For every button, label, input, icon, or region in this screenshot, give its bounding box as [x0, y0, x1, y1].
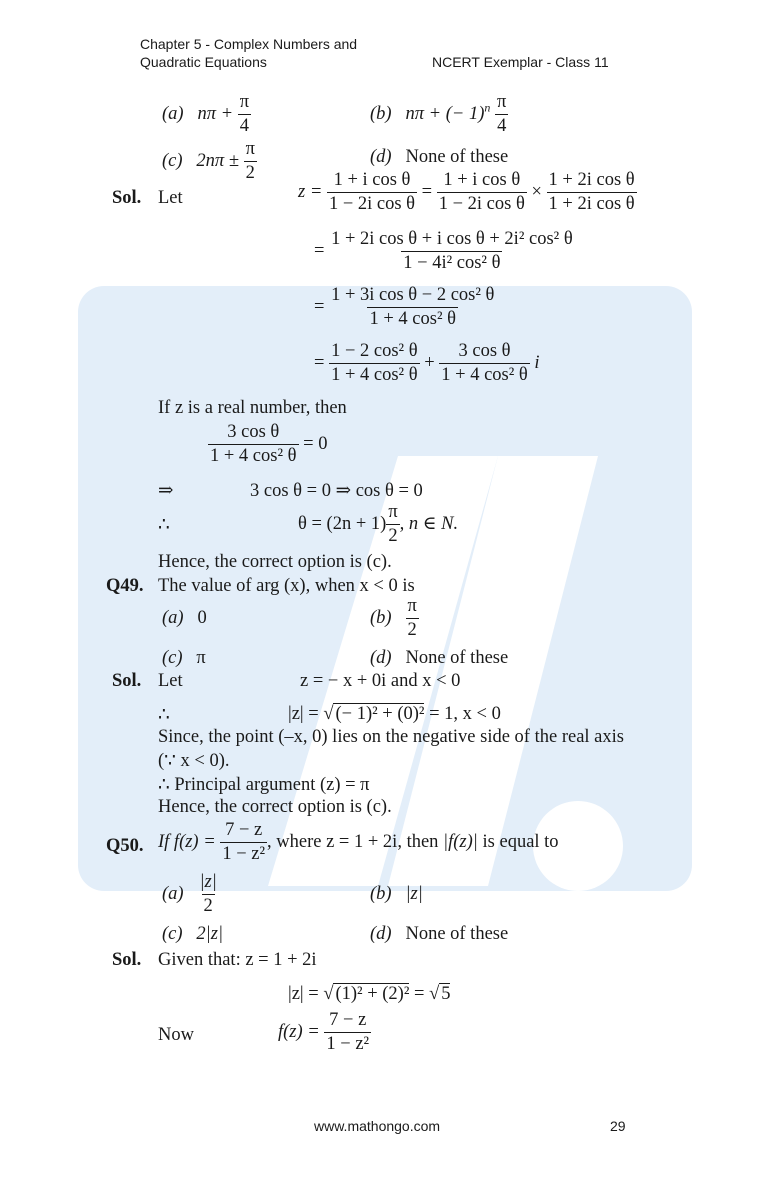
- equals: =: [421, 181, 433, 202]
- option-label: (c): [162, 648, 183, 668]
- times: ×: [531, 181, 542, 202]
- q48-option-d: [370, 147, 508, 168]
- q48-option-a: [162, 92, 251, 137]
- option-label: (a): [162, 103, 184, 124]
- option-text: nπ + (− 1): [405, 103, 485, 124]
- sol-step1: [298, 170, 637, 215]
- frac-den: 1 + 4 cos² θ: [331, 365, 418, 385]
- option-label: (b): [370, 607, 392, 628]
- q49-question: The value of arg (x), when x < 0 is: [158, 576, 415, 596]
- z-eq: z =: [298, 181, 323, 202]
- option-sup: n: [484, 100, 491, 115]
- option-label: (c): [162, 150, 183, 171]
- real-condition: [208, 422, 327, 467]
- implies-text: 3 cos θ = 0 ⇒ cos θ = 0: [250, 481, 423, 501]
- sqrt-arg: 5: [441, 984, 451, 1004]
- sqrt-arg: (1)² + (2)²: [335, 984, 410, 1004]
- q49-option-a: [162, 608, 207, 629]
- option-label: (d): [370, 648, 392, 668]
- mod-tail: = 1, x < 0: [429, 704, 501, 724]
- frac-den: 4: [239, 116, 250, 136]
- implies-symbol: ⇒: [158, 481, 174, 501]
- sol-label: Sol.: [112, 950, 142, 970]
- equals: =: [314, 296, 325, 317]
- q-tail: is equal to: [482, 831, 559, 852]
- frac-num: π: [245, 139, 255, 159]
- sqrt-arg: (− 1)² + (0)²: [335, 704, 425, 724]
- frac-num: 1 + 2i cos θ: [548, 170, 635, 190]
- frac-num: π: [388, 502, 398, 522]
- frac-den: 2: [407, 620, 417, 640]
- sol-label: Sol.: [112, 671, 142, 691]
- frac-den: 1 − 4i² cos² θ: [403, 253, 501, 273]
- frac-den: 1 − 2i cos θ: [328, 194, 416, 214]
- frac-num: π: [497, 92, 507, 112]
- q50-label: Q50.: [106, 836, 144, 856]
- q48-option-b: [370, 92, 508, 137]
- option-text: 0: [197, 608, 207, 628]
- equals-zero: = 0: [303, 433, 328, 454]
- option-label: (a): [162, 608, 184, 628]
- equals: =: [314, 240, 325, 261]
- frac-den: 1 + 2i cos θ: [548, 194, 635, 214]
- now-text: Now: [158, 1025, 194, 1045]
- option-text: π: [196, 648, 206, 668]
- chapter-title-line1: Chapter 5 - Complex Numbers and: [140, 36, 358, 52]
- option-text: nπ +: [197, 103, 234, 124]
- q48-answer: Hence, the correct option is (c).: [158, 552, 392, 572]
- option-label: (a): [162, 883, 184, 904]
- modulus-line: |z| = √ (1)² + (2)² = √ 5: [288, 984, 451, 1004]
- q49-option-d: [370, 648, 508, 669]
- sol-let: Let: [158, 188, 183, 208]
- q50-option-a: [162, 872, 219, 917]
- frac-num: 1 + 2i cos θ + i cos θ + 2i² cos² θ: [331, 229, 573, 249]
- frac-num: 1 − 2 cos² θ: [331, 341, 418, 361]
- theta-tail: , n ∈ N.: [399, 513, 459, 534]
- q49-answer: Hence, the correct option is (c).: [158, 797, 392, 817]
- q-if: If f(z) =: [158, 831, 216, 852]
- option-text: 2nπ ±: [196, 150, 239, 171]
- frac-num: 1 + 3i cos θ − 2 cos² θ: [331, 285, 495, 305]
- frac-den: 2: [245, 163, 255, 183]
- equals: =: [314, 352, 325, 373]
- chapter-title-line2: Quadratic Equations: [140, 54, 267, 70]
- mod-lhs: |z| =: [288, 984, 319, 1004]
- frac-num: 3 cos θ: [458, 341, 511, 361]
- frac-den: 2: [203, 896, 213, 916]
- frac-den: 1 − z²: [222, 844, 266, 864]
- theta-solution: [298, 502, 458, 547]
- option-label: (d): [370, 924, 392, 944]
- frac-num: π: [407, 596, 417, 616]
- q49-option-b: [370, 596, 419, 641]
- frac-den: 2: [388, 526, 398, 546]
- z-definition: z = − x + 0i and x < 0: [300, 671, 461, 691]
- q50-option-b: [370, 884, 423, 905]
- option-text: None of these: [405, 924, 509, 944]
- q-mid: , where z = 1 + 2i, then: [267, 831, 439, 852]
- q50-option-c: [162, 924, 223, 945]
- frac-den: 1 + 4 cos² θ: [441, 365, 528, 385]
- sol-label: Sol.: [112, 188, 142, 208]
- frac-num: |z|: [199, 872, 217, 892]
- imag-unit: i: [534, 352, 540, 373]
- option-label: (c): [162, 924, 183, 944]
- q50-question: [158, 820, 559, 865]
- because-text: (∵ x < 0).: [158, 751, 230, 771]
- fz-lhs: f(z) =: [278, 1021, 320, 1042]
- principal-arg-text: ∴ Principal argument (z) = π: [158, 775, 370, 795]
- frac-num: 1 + i cos θ: [443, 170, 521, 190]
- fz-definition: [278, 1010, 371, 1055]
- frac-num: 7 − z: [329, 1010, 367, 1030]
- q49-label: Q49.: [106, 576, 144, 596]
- frac-den: 1 − z²: [326, 1034, 370, 1054]
- if-real-text: If z is a real number, then: [158, 398, 347, 418]
- mod-eq: =: [414, 984, 425, 1004]
- option-text: None of these: [405, 147, 509, 167]
- option-text: None of these: [405, 648, 509, 668]
- option-label: (b): [370, 103, 392, 124]
- frac-den: 1 + 4 cos² θ: [210, 446, 297, 466]
- mod-lhs: |z| =: [288, 704, 319, 724]
- plus: +: [424, 352, 435, 373]
- since-text: Since, the point (–x, 0) lies on the negative side of the real axis: [158, 727, 624, 747]
- therefore-symbol: ∴: [158, 515, 170, 535]
- frac-den: 1 − 2i cos θ: [438, 194, 525, 214]
- frac-num: π: [239, 92, 250, 112]
- theta-text: θ = (2n + 1): [298, 513, 387, 534]
- option-label: (d): [370, 147, 392, 167]
- q48-option-c: [162, 139, 257, 184]
- modulus-line: |z| = √ (− 1)² + (0)² = 1, x < 0: [288, 704, 501, 724]
- frac-num: 1 + i cos θ: [333, 170, 411, 190]
- q50-option-d: [370, 924, 508, 945]
- sol-step3: [314, 285, 496, 330]
- frac-num: 7 − z: [225, 820, 263, 840]
- option-text: 2|z|: [196, 924, 224, 944]
- sol-let: Let: [158, 671, 183, 691]
- frac-num: 3 cos θ: [227, 422, 280, 442]
- sol-step4: [314, 341, 540, 386]
- option-text: |z|: [405, 884, 423, 904]
- frac-den: 1 + 4 cos² θ: [369, 309, 456, 329]
- q49-option-c: [162, 648, 206, 669]
- therefore-symbol: ∴: [158, 705, 170, 725]
- book-title: NCERT Exemplar - Class 11: [432, 54, 609, 70]
- q-abs: |f(z)|: [443, 831, 478, 852]
- footer-website: www.mathongo.com: [314, 1118, 441, 1134]
- option-label: (b): [370, 884, 392, 904]
- page-number: 29: [610, 1118, 626, 1134]
- frac-den: 4: [497, 116, 507, 136]
- given-text: Given that: z = 1 + 2i: [158, 950, 317, 970]
- sol-step2: [314, 229, 575, 274]
